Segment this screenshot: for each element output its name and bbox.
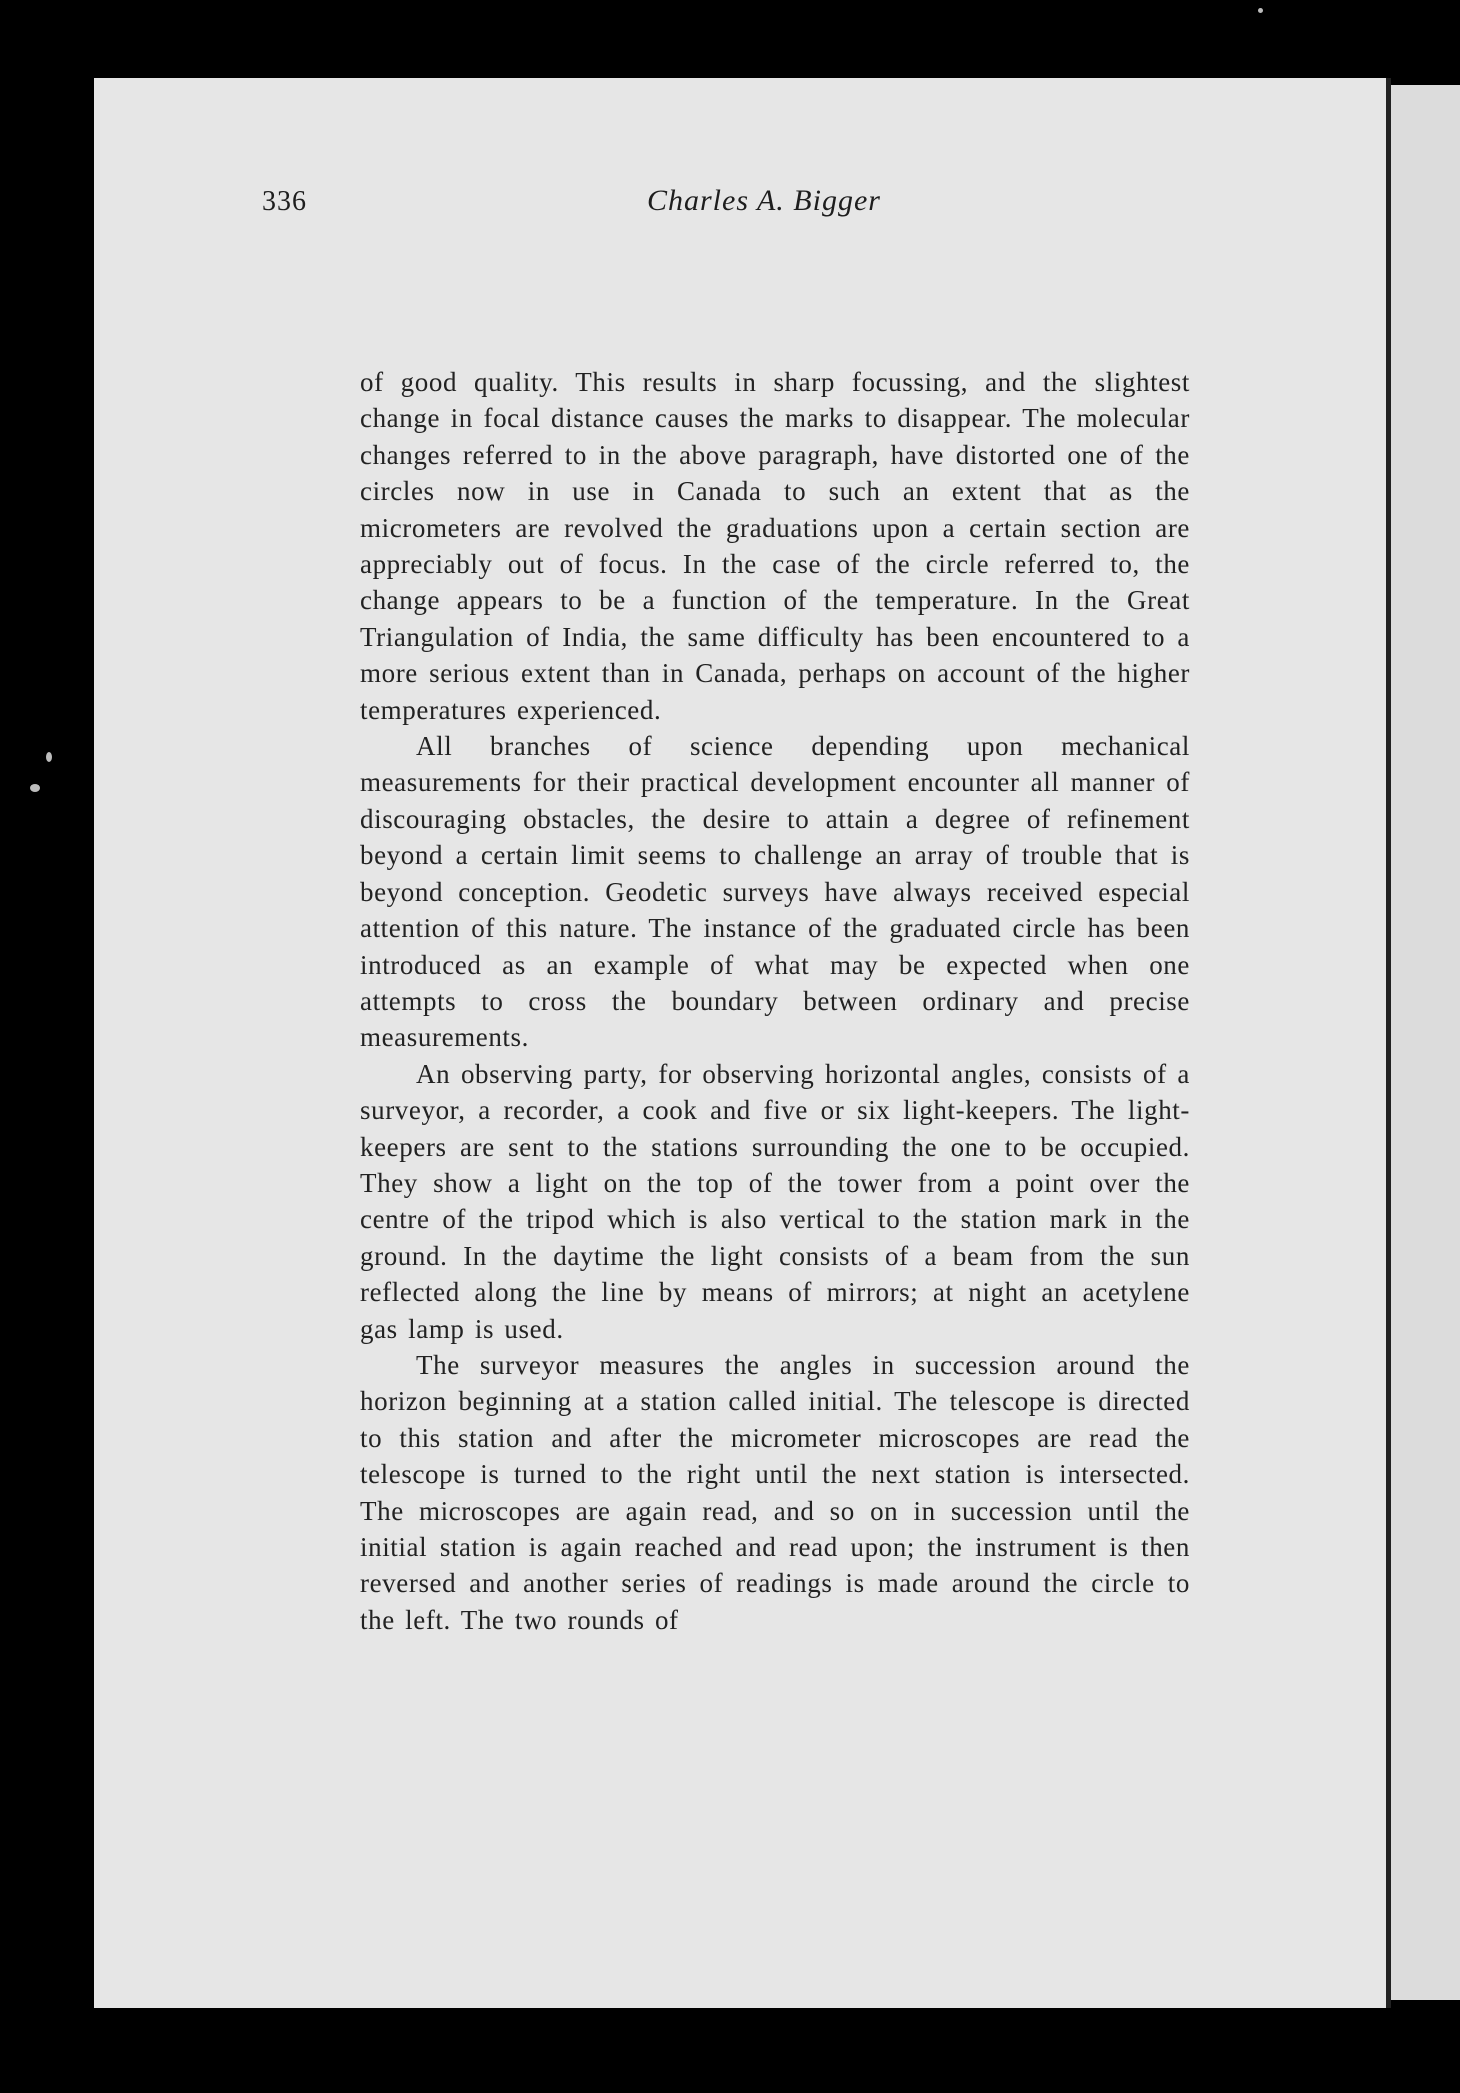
- running-head: [262, 186, 1262, 226]
- body-text: [360, 364, 1190, 1638]
- running-title: Charles A. Bigger: [647, 184, 881, 217]
- paragraph: An observing party, for observing horizontal angles, consists of a surveyor, a recorder, a cook and five or six light-keepers. The light-keepers are sent to the stations surrounding the one to be occupied. They show a light on the top of the tower from a point over the centre of the tripod which is also vertical to the station mark in the ground. In the daytime the light consists of a beam from the sun reflected along the line by means of mirrors; at night an acetylene gas lamp is used.: [360, 1058, 1190, 1344]
- scan-speck: [30, 784, 40, 792]
- adjacent-page-edge: [1391, 85, 1460, 2000]
- paragraph: The surveyor measures the angles in succession around the horizon beginning at a station called initial. The telescope is directed to this station and after the micrometer microscopes are read the telescope is turned to the right until the next station is intersected. The microscopes are again read, and so on in succession until the initial station is again reached and read upon; the instrument is then reversed and another series of readings is made around the circle to the left. The two rounds of: [360, 1349, 1190, 1635]
- paragraph: of good quality. This results in sharp focussing, and the slightest change in focal distance causes the marks to disappear. The molecular changes referred to in the above paragraph, have distorted one of the circles now in use in Canada to such an extent that as the micrometers are revolved the graduations upon a certain section are appreciably out of focus. In the case of the circle referred to, the change appears to be a function of the temperature. In the Great Triangulation of India, the same difficulty has been encountered to a more serious extent than in Canada, perhaps on account of the higher temperatures experienced.: [360, 367, 1190, 725]
- page-number: 336: [262, 186, 307, 217]
- scan-speck: [1258, 8, 1263, 13]
- scan-speck: [46, 752, 52, 762]
- paragraph: All branches of science depending upon mechanical measurements for their practical development encounter all manner of discouraging obstacles, the desire to attain a degree of refinement beyond a certain limit seems to challenge an array of trouble that is beyond conception. Geodetic surveys have always received especial attention of this nature. The instance of the graduated circle has been introduced as an example of what may be expected when one attempts to cross the boundary between ordinary and precise measurements.: [360, 731, 1190, 1053]
